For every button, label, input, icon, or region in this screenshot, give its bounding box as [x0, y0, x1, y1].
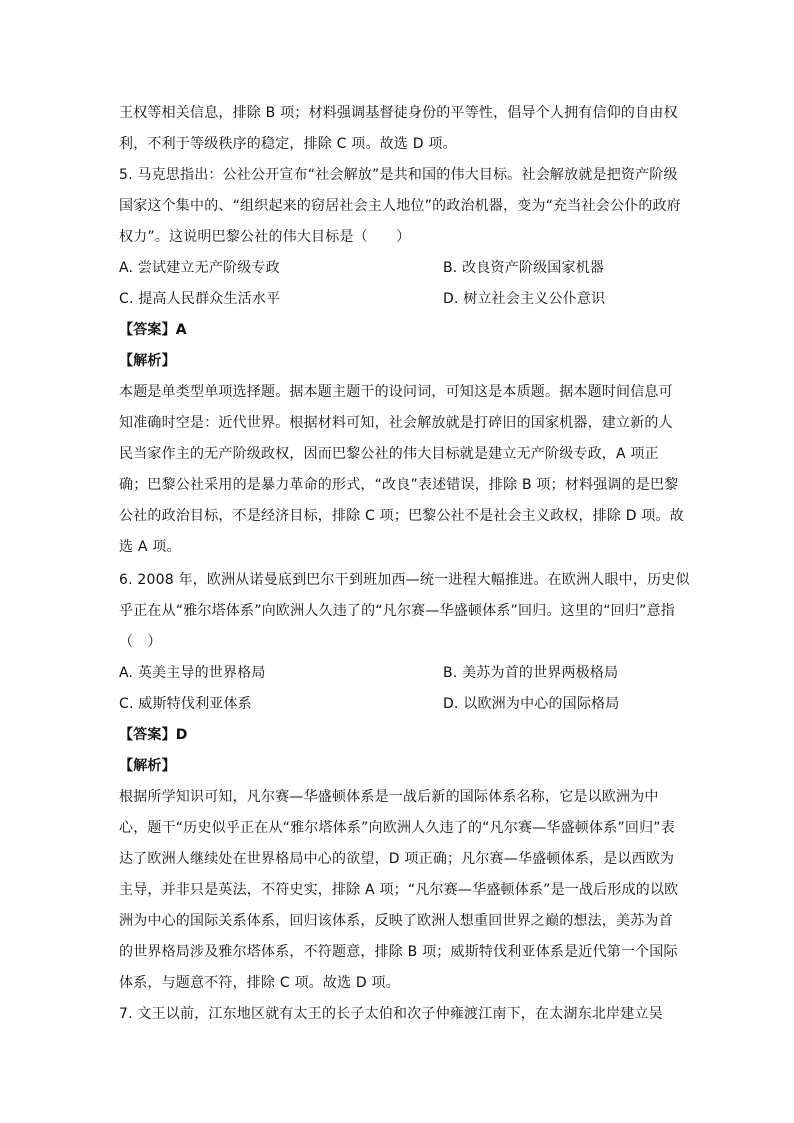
q6-analysis-label: 【解析】 [119, 758, 176, 774]
q6-analysis-line-2: 心，题干“历史似乎正在从“雅尔塔体系”向欧洲人久违了的“凡尔赛—华盛顿体系”回归”表 [119, 820, 675, 836]
intro-line-1: 王权等相关信息，排除 B 项；材料强调基督徒身份的平等性，倡导个人拥有信仰的自由权 [119, 105, 678, 121]
q5-analysis-label: 【解析】 [119, 353, 176, 369]
q6-answer: 【答案】D [119, 727, 188, 743]
q5-option-c: C. 提高人民群众生活水平 [119, 291, 281, 307]
q6-option-c: C. 威斯特伐利亚体系 [119, 696, 252, 712]
q5-analysis-line-3: 民当家作主的无产阶级政权，因而巴黎公社的伟大目标就是建立无产阶级专政，A 项正 [119, 446, 659, 462]
q5-option-a: A. 尝试建立无产阶级专政 [119, 260, 280, 276]
q5-stem-line-1: 5. 马克思指出：公社公开宣布“社会解放”是共和国的伟大目标。社会解放就是把资产阶级 [119, 167, 678, 183]
q5-analysis-line-5: 公社的政治目标，不是经济目标，排除 C 项；巴黎公社不是社会主义政权，排除 D 项。故 [119, 508, 684, 524]
q5-analysis-line-4: 确；巴黎公社采用的是暴力革命的形式，“改良”表述错误，排除 B 项；材料强调的是巴黎 [119, 477, 679, 493]
q7-stem-line-1: 7. 文王以前，江东地区就有太王的长子太伯和次子仲雍渡江南下，在太湖东北岸建立吴 [119, 1006, 663, 1022]
q5-answer: 【答案】A [119, 322, 187, 338]
q6-analysis-line-5: 洲为中心的国际关系体系，回归该体系，反映了欧洲人想重回世界之巅的想法，美苏为首 [119, 913, 673, 929]
q6-analysis-line-1: 根据所学知识可知，凡尔赛—华盛顿体系是一战后新的国际体系名称，它是以欧洲为中 [119, 789, 659, 805]
q6-option-b: B. 美苏为首的世界两极格局 [443, 665, 619, 681]
q6-analysis-line-6: 的世界格局涉及雅尔塔体系，不符题意，排除 B 项；威斯特伐利亚体系是近代第一个国际 [119, 944, 678, 960]
q5-stem-line-2: 国家这个集中的、“组织起来的窃居社会主人地位”的政治机器，变为“充当社会公仆的政府 [119, 198, 681, 214]
q6-analysis-line-3: 达了欧洲人继续处在世界格局中心的欲望，D 项正确；凡尔赛—华盛顿体系，是以西欧为 [119, 851, 675, 867]
q6-stem-line-3: （ ） [119, 634, 162, 650]
q5-analysis-line-2: 知准确时空是：近代世界。根据材料可知，社会解放就是打碎旧的国家机器，建立新的人 [119, 415, 673, 431]
q6-analysis-line-4: 主导，并非只是英法，不符史实，排除 A 项；“凡尔赛—华盛顿体系”是一战后形成的以欧 [119, 882, 679, 898]
q5-option-b: B. 改良资产阶级国家机器 [443, 260, 605, 276]
q6-analysis-line-7: 体系，与题意不符，排除 C 项。故选 D 项。 [119, 975, 400, 991]
q6-stem-line-1: 6. 2008 年，欧洲从诺曼底到巴尔干到班加西—统一进程大幅推进。在欧洲人眼中，历史似 [119, 572, 690, 588]
q5-analysis-line-6: 选 A 项。 [119, 539, 181, 555]
q5-analysis-line-1: 本题是单类型单项选择题。据本题主题干的设问词，可知这是本质题。据本题时间信息可 [119, 384, 673, 400]
q6-option-d: D. 以欧洲为中心的国际格局 [443, 696, 620, 712]
q5-option-d: D. 树立社会主义公仆意识 [443, 291, 606, 307]
q6-stem-line-2: 乎正在从“雅尔塔体系”向欧洲人久违了的“凡尔赛—华盛顿体系”回归。这里的“回归”意指 [119, 603, 675, 619]
q6-option-a: A. 英美主导的世界格局 [119, 665, 266, 681]
intro-line-2: 利，不利于等级秩序的稳定，排除 C 项。故选 D 项。 [119, 136, 457, 152]
q5-stem-line-3: 权力”。这说明巴黎公社的伟大目标是（ ） [119, 229, 411, 245]
